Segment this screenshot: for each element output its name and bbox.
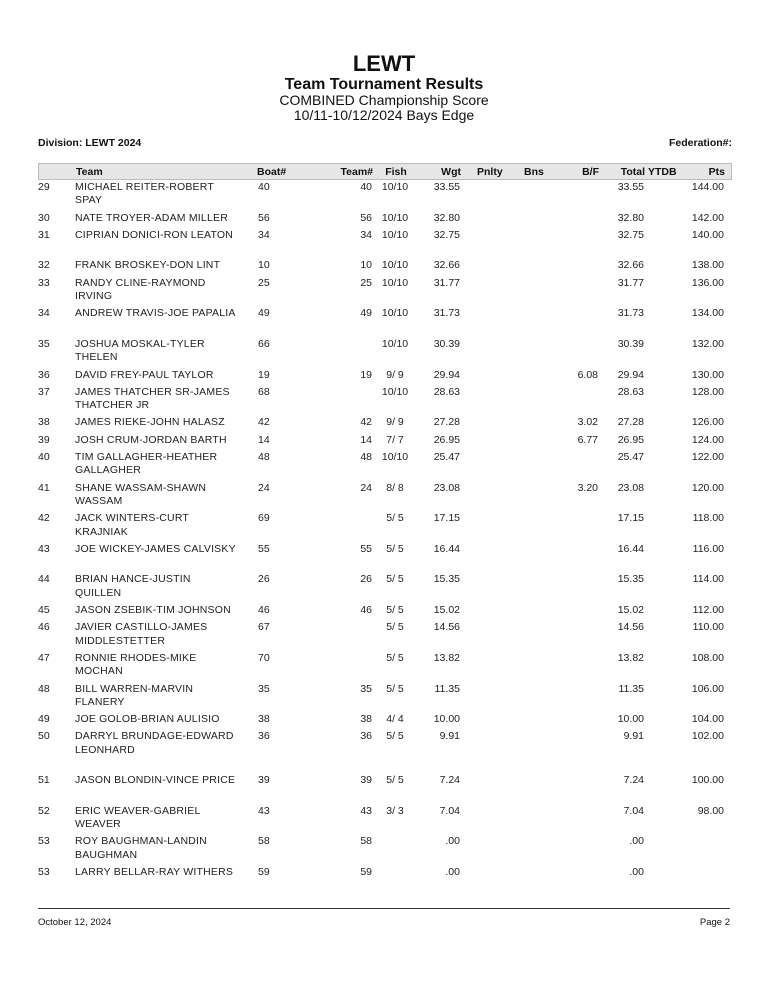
cell-team-number: 25 (360, 276, 372, 289)
cell-points: 112.00 (692, 604, 724, 617)
cell-points: 132.00 (691, 337, 724, 350)
cell-weight: 10.00 (433, 713, 460, 726)
cell-fish: 10/10 (381, 181, 409, 193)
cell-fish: 5/ 5 (386, 542, 404, 555)
table-row (38, 805, 732, 836)
cell-fish: 9/ 9 (386, 416, 404, 429)
cell-place: 48 (38, 682, 50, 695)
header-fish: Fish (385, 166, 407, 178)
cell-boat: 19 (258, 368, 270, 381)
cell-team: SHANE WASSAM-SHAWN WASSAM (75, 481, 207, 507)
cell-total: 15.35 (617, 573, 644, 586)
cell-boat: 42 (258, 416, 270, 429)
cell-team: CIPRIAN DONICI-RON LEATON (75, 228, 234, 241)
cell-weight: 15.35 (433, 573, 460, 586)
cell-total: 29.94 (617, 368, 644, 381)
cell-place: 39 (38, 433, 50, 446)
cell-team-number: 55 (360, 542, 372, 555)
cell-weight: 23.08 (433, 481, 460, 494)
header-total: Total (620, 166, 645, 178)
cell-points: 138.00 (691, 259, 724, 272)
cell-place: 47 (38, 651, 50, 664)
cell-team-number: 36 (360, 730, 372, 743)
report-subtitle: COMBINED Championship Score (279, 92, 489, 108)
cell-total: 23.08 (617, 481, 644, 494)
cell-team: ROY BAUGHMAN-LANDIN BAUGHMAN (75, 835, 207, 861)
cell-boat: 43 (258, 804, 270, 817)
cell-weight: 7.24 (439, 774, 460, 787)
cell-fish: 3/ 3 (386, 804, 404, 817)
cell-total: 32.80 (617, 211, 644, 224)
report-title-block (0, 52, 768, 123)
cell-weight: 28.63 (433, 385, 460, 398)
cell-team: JAVIER CASTILLO-JAMES MIDDLESTETTER (75, 621, 208, 647)
cell-big-fish: 6.77 (577, 433, 598, 446)
cell-boat: 38 (258, 713, 270, 726)
cell-team-number: 26 (360, 573, 372, 586)
cell-points: 102.00 (691, 730, 724, 743)
cell-boat: 24 (258, 481, 270, 494)
cell-weight: 9.91 (439, 730, 460, 743)
cell-points: 128.00 (691, 385, 724, 398)
cell-total: .00 (629, 866, 644, 879)
cell-weight: 7.04 (439, 804, 460, 817)
table-row (38, 683, 732, 714)
cell-team: NATE TROYER-ADAM MILLER (75, 211, 228, 224)
cell-team: ANDREW TRAVIS-JOE PAPALIA (75, 307, 236, 320)
cell-big-fish: 6.08 (577, 368, 598, 381)
cell-place: 42 (38, 512, 50, 525)
cell-boat: 69 (258, 512, 270, 525)
cell-fish: 10/10 (381, 276, 409, 289)
header-weight: Wgt (441, 166, 461, 178)
cell-boat: 40 (258, 181, 270, 193)
cell-fish: 5/ 5 (386, 651, 404, 664)
table-row (38, 451, 732, 482)
cell-place: 51 (38, 774, 50, 787)
cell-total: .00 (629, 835, 644, 848)
cell-total: 7.24 (623, 774, 644, 787)
cell-fish: 5/ 5 (386, 730, 404, 743)
cell-place: 34 (38, 307, 50, 320)
cell-total: 25.47 (617, 451, 644, 464)
results-table-body (38, 181, 732, 897)
cell-place: 36 (38, 368, 50, 381)
header-team-number: Team# (340, 166, 373, 178)
cell-total: 32.66 (617, 259, 644, 272)
cell-place: 53 (38, 866, 50, 879)
cell-points: 116.00 (692, 542, 724, 555)
cell-total: 30.39 (617, 337, 644, 350)
cell-points: 134.00 (691, 307, 724, 320)
table-row (38, 835, 732, 866)
report-org: LEWT (352, 51, 416, 76)
cell-place: 29 (38, 181, 50, 193)
cell-place: 38 (38, 416, 50, 429)
cell-total: 10.00 (617, 713, 644, 726)
table-row (38, 866, 732, 897)
cell-boat: 46 (258, 604, 270, 617)
cell-boat: 48 (258, 451, 270, 464)
cell-team: ERIC WEAVER-GABRIEL WEAVER (75, 804, 201, 831)
cell-team-number: 34 (360, 228, 372, 241)
cell-big-fish: 3.20 (577, 481, 598, 494)
cell-weight: 31.73 (433, 307, 460, 320)
cell-points: 120.00 (691, 481, 724, 494)
cell-team: JAMES THATCHER SR-JAMES THATCHER JR (75, 385, 230, 412)
cell-place: 30 (38, 211, 50, 224)
table-row (38, 512, 732, 543)
cell-points: 114.00 (692, 573, 724, 586)
cell-team-number: 40 (360, 181, 372, 193)
table-row (38, 652, 732, 683)
table-row (38, 338, 732, 369)
cell-total: 28.63 (617, 385, 644, 398)
cell-boat: 35 (258, 682, 270, 695)
cell-team-number: 59 (360, 866, 372, 879)
cell-weight: 32.66 (433, 259, 460, 272)
cell-fish: 5/ 5 (386, 512, 404, 525)
cell-fish: 10/10 (381, 385, 409, 398)
table-row (38, 307, 732, 338)
header-ytdb: YTDB (648, 166, 677, 178)
cell-points: 122.00 (691, 451, 724, 464)
table-row (38, 181, 732, 212)
cell-points: 130.00 (691, 368, 724, 381)
cell-weight: 17.15 (433, 512, 460, 525)
cell-points: 98.00 (697, 804, 724, 817)
cell-weight: 25.47 (433, 451, 460, 464)
cell-total: 26.95 (617, 433, 644, 446)
footer-date: October 12, 2024 (38, 917, 112, 928)
cell-weight: 31.77 (433, 276, 460, 289)
cell-place: 37 (38, 385, 50, 398)
cell-points: 142.00 (691, 211, 724, 224)
cell-team: RONNIE RHODES-MIKE MOCHAN (75, 651, 197, 678)
cell-fish: 10/10 (381, 451, 409, 464)
cell-fish: 8/ 8 (386, 481, 404, 494)
cell-weight: 13.82 (433, 651, 460, 664)
cell-team: TIM GALLAGHER-HEATHER GALLAGHER (75, 451, 218, 477)
cell-team: DARRYL BRUNDAGE-EDWARD LEONHARD (75, 730, 234, 756)
cell-fish: 5/ 5 (386, 573, 404, 586)
cell-total: 33.55 (617, 181, 644, 193)
cell-fish: 10/10 (381, 228, 409, 241)
cell-boat: 56 (258, 211, 270, 224)
cell-points: 140.00 (691, 228, 724, 241)
header-penalty: Pnlty (477, 166, 503, 178)
table-row (38, 369, 732, 386)
cell-boat: 66 (258, 337, 270, 350)
cell-fish: 4/ 4 (386, 713, 404, 726)
footer-divider (38, 908, 730, 909)
cell-place: 40 (38, 451, 50, 464)
cell-fish: 5/ 5 (386, 682, 404, 695)
cell-team-number: 58 (360, 835, 372, 848)
table-row (38, 259, 732, 276)
cell-team: JOSH CRUM-JORDAN BARTH (75, 433, 227, 446)
cell-weight: 33.55 (433, 181, 460, 193)
cell-team: LARRY BELLAR-RAY WITHERS (75, 866, 234, 879)
cell-points: 104.00 (691, 713, 724, 726)
header-boat: Boat# (257, 166, 287, 178)
cell-big-fish: 3.02 (577, 416, 598, 429)
cell-weight: 16.44 (433, 542, 460, 555)
cell-place: 43 (38, 542, 50, 555)
cell-total: 14.56 (617, 621, 644, 634)
cell-place: 50 (38, 730, 50, 743)
cell-team-number: 38 (360, 713, 372, 726)
cell-team-number: 35 (360, 682, 372, 695)
cell-total: 15.02 (617, 604, 644, 617)
cell-points: 100.00 (691, 774, 724, 787)
cell-weight: .00 (445, 866, 460, 879)
cell-place: 44 (38, 573, 50, 586)
cell-total: 31.77 (617, 276, 644, 289)
cell-team-number: 10 (360, 259, 372, 272)
cell-points: 124.00 (691, 433, 724, 446)
cell-team: RANDY CLINE-RAYMOND IRVING (75, 276, 206, 303)
cell-team: BILL WARREN-MARVIN FLANERY (75, 682, 194, 708)
cell-weight: 11.35 (434, 682, 460, 695)
cell-boat: 25 (258, 276, 270, 289)
cell-team: JOSHUA MOSKAL-TYLER THELEN (75, 337, 205, 364)
cell-place: 32 (38, 259, 50, 272)
cell-fish: 5/ 5 (386, 604, 404, 617)
cell-place: 33 (38, 276, 50, 289)
division-label: Division: LEWT 2024 (38, 137, 142, 149)
cell-points: 110.00 (692, 621, 724, 634)
cell-place: 41 (38, 481, 50, 494)
cell-points: 126.00 (691, 416, 724, 429)
cell-team-number: 48 (360, 451, 372, 464)
table-row (38, 482, 732, 513)
cell-team-number: 43 (360, 804, 372, 817)
cell-total: 16.44 (617, 542, 644, 555)
cell-weight: 32.80 (433, 211, 460, 224)
cell-place: 35 (38, 337, 50, 350)
header-big-fish: B/F (582, 166, 599, 178)
cell-boat: 55 (258, 542, 270, 555)
cell-points: 118.00 (692, 512, 724, 525)
cell-team-number: 24 (360, 481, 372, 494)
cell-weight: .00 (445, 835, 460, 848)
table-row (38, 277, 732, 308)
table-row (38, 621, 732, 652)
cell-weight: 15.02 (433, 604, 460, 617)
table-row (38, 212, 732, 229)
cell-boat: 59 (258, 866, 270, 879)
federation-label: Federation#: (668, 137, 732, 149)
cell-weight: 29.94 (433, 368, 460, 381)
cell-team-number: 46 (360, 604, 372, 617)
table-row (38, 229, 732, 260)
cell-boat: 70 (258, 651, 270, 664)
cell-fish: 5/ 5 (386, 774, 404, 787)
cell-team: MICHAEL REITER-ROBERT SPAY (75, 181, 214, 207)
cell-points: 144.00 (691, 181, 724, 193)
cell-team: JACK WINTERS-CURT KRAJNIAK (75, 512, 189, 538)
cell-team: JOE GOLOB-BRIAN AULISIO (75, 713, 220, 726)
header-points: Pts (708, 166, 725, 178)
cell-fish: 10/10 (381, 259, 409, 272)
cell-team: BRIAN HANCE-JUSTIN QUILLEN (75, 573, 191, 599)
cell-team-number: 39 (360, 774, 372, 787)
report-event: 10/11-10/12/2024 Bays Edge (293, 107, 475, 123)
cell-points: 106.00 (691, 682, 724, 695)
cell-weight: 32.75 (433, 228, 460, 241)
cell-place: 52 (38, 804, 50, 817)
cell-place: 45 (38, 604, 50, 617)
cell-total: 31.73 (617, 307, 644, 320)
table-row (38, 713, 732, 730)
cell-total: 13.82 (617, 651, 644, 664)
table-row (38, 604, 732, 621)
header-bonus: Bns (524, 166, 544, 178)
cell-boat: 58 (258, 835, 270, 848)
cell-team: JOE WICKEY-JAMES CALVISKY (75, 542, 236, 555)
cell-fish: 10/10 (381, 337, 409, 350)
table-row (38, 386, 732, 417)
cell-fish: 9/ 9 (386, 368, 404, 381)
cell-total: 27.28 (617, 416, 644, 429)
footer-page-number: Page 2 (699, 917, 730, 928)
table-row (38, 434, 732, 451)
cell-weight: 27.28 (433, 416, 460, 429)
cell-team-number: 49 (360, 307, 372, 320)
cell-place: 49 (38, 713, 50, 726)
cell-place: 31 (38, 228, 50, 241)
cell-weight: 14.56 (433, 621, 460, 634)
report-title: Team Tournament Results (284, 76, 484, 93)
cell-fish: 10/10 (381, 307, 409, 320)
cell-team-number: 42 (360, 416, 372, 429)
table-header (38, 163, 732, 180)
cell-weight: 26.95 (433, 433, 460, 446)
cell-total: 7.04 (623, 804, 644, 817)
cell-fish: 7/ 7 (386, 433, 404, 446)
cell-boat: 68 (258, 385, 270, 398)
cell-total: 11.35 (618, 682, 644, 695)
table-row (38, 730, 732, 774)
cell-boat: 14 (258, 433, 270, 446)
cell-boat: 67 (258, 621, 270, 634)
cell-fish: 5/ 5 (386, 621, 404, 634)
table-row (38, 573, 732, 604)
cell-team: FRANK BROSKEY-DON LINT (75, 259, 221, 272)
cell-boat: 39 (258, 774, 270, 787)
cell-fish: 10/10 (381, 211, 409, 224)
cell-team-number: 56 (360, 211, 372, 224)
cell-boat: 36 (258, 730, 270, 743)
cell-points: 108.00 (691, 651, 724, 664)
cell-total: 9.91 (623, 730, 644, 743)
table-row (38, 774, 732, 805)
cell-team: JASON BLONDIN-VINCE PRICE (75, 774, 236, 787)
meta-row (38, 137, 732, 151)
cell-team: JASON ZSEBIK-TIM JOHNSON (75, 604, 231, 617)
cell-total: 17.15 (617, 512, 644, 525)
cell-boat: 34 (258, 228, 270, 241)
cell-points: 136.00 (691, 276, 724, 289)
cell-boat: 10 (258, 259, 270, 272)
cell-boat: 26 (258, 573, 270, 586)
header-team: Team (76, 166, 103, 178)
cell-place: 53 (38, 835, 50, 848)
cell-weight: 30.39 (433, 337, 460, 350)
cell-team: DAVID FREY-PAUL TAYLOR (75, 368, 214, 381)
cell-place: 46 (38, 621, 50, 634)
cell-team-number: 19 (360, 368, 372, 381)
cell-total: 32.75 (617, 228, 644, 241)
cell-boat: 49 (258, 307, 270, 320)
table-row (38, 416, 732, 433)
cell-team: JAMES RIEKE-JOHN HALASZ (75, 416, 225, 429)
table-row (38, 543, 732, 574)
cell-team-number: 14 (360, 433, 372, 446)
